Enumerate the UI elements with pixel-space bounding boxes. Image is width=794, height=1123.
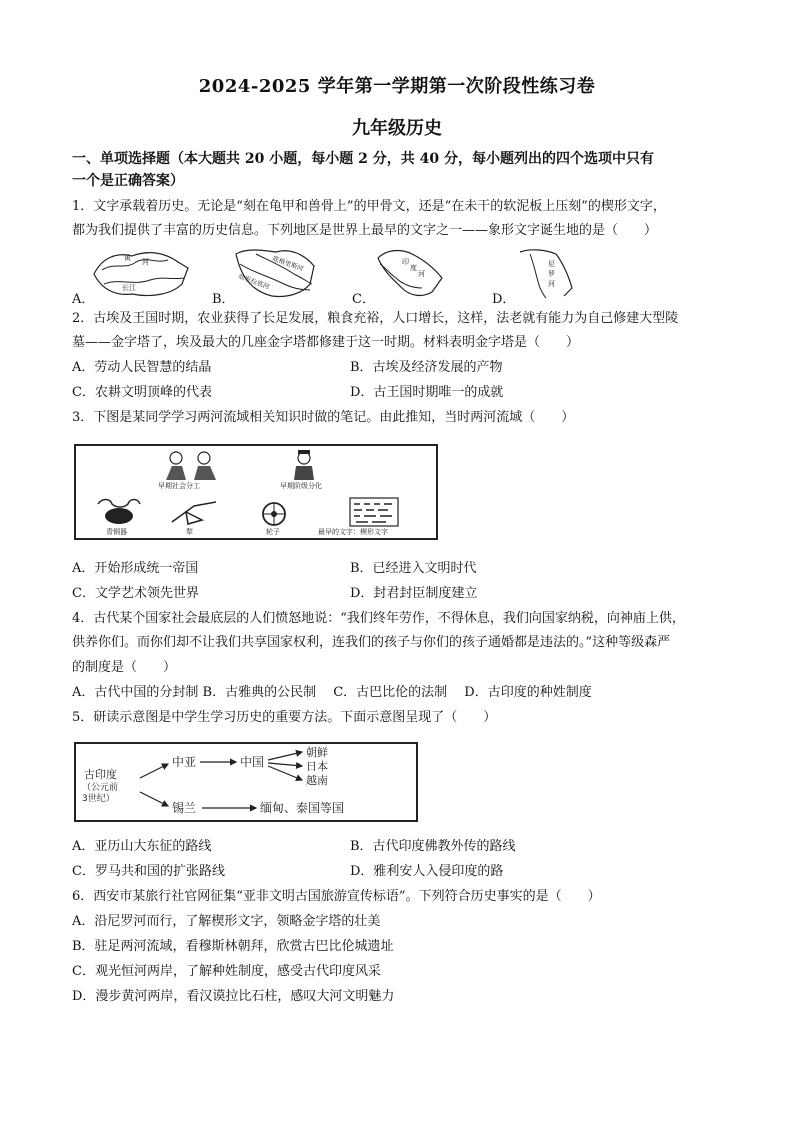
q1-option-d-label: D． xyxy=(492,292,516,307)
q5-node-origin-2: （公元前 xyxy=(82,783,119,793)
q3-fig-label-2: 青铜器 xyxy=(106,528,127,536)
q5-node-origin-1: 古印度 xyxy=(84,768,117,781)
q1-map-b xyxy=(232,244,322,300)
q5-node-central-asia: 中亚 xyxy=(172,755,197,769)
q5-option-d: D．雅利安人入侵印度的路 xyxy=(350,864,504,879)
q1-map-a-label-1: 黄 xyxy=(124,254,131,262)
q3-fig-cuneiform-tablet-icon xyxy=(350,498,398,526)
q4-options: A．古代中国的分封制 B．古雅典的公民制 C．古巴比伦的法制 D．古印度的种姓制度 xyxy=(72,685,592,700)
q1-option-b-label: B． xyxy=(212,292,235,307)
q3-option-b: B．已经进入文明时代 xyxy=(350,561,477,576)
q6-text-line1: 6．西安市某旅行社官网征集“亚非文明古国旅游宣传标语”。下列符合历史事实的是（ ） xyxy=(72,889,601,904)
q1-map-b-label-1: 幼发拉底河 xyxy=(237,272,271,291)
q1-map-c-label-3: 河 xyxy=(418,270,425,278)
q5-options-row2 xyxy=(72,863,732,881)
q2-option-b: B．古埃及经济发展的产物 xyxy=(350,360,503,375)
q3-fig-bronze-bull-icon xyxy=(98,500,140,525)
q6-option-d: D．漫步黄河两岸，看汉谟拉比石柱，感叹大河文明魅力 xyxy=(72,989,395,1004)
section-heading-line1: 一、单项选择题（本大题共 20 小题，每小题 2 分，共 40 分，每小题列出的四个选项中只有 xyxy=(72,151,654,167)
q5-option-a: A．亚历山大东征的路线 xyxy=(72,839,212,854)
q2-options-row1 xyxy=(72,359,732,377)
q1-map-c-label-2: 度 xyxy=(410,264,417,272)
q3-fig-label-5: 最早的文字：楔形文字 xyxy=(318,528,388,536)
q3-fig-label-0: 早期社会分工 xyxy=(158,482,200,490)
q1-map-a-label-2: 河 xyxy=(142,258,149,266)
q5-node-china: 中国 xyxy=(240,755,265,769)
q3-notes-figure xyxy=(74,444,438,540)
q3-fig-label-1: 早期阶级分化 xyxy=(280,482,322,490)
q1-map-d-label-1: 尼 xyxy=(548,260,555,268)
q1-map-a xyxy=(92,244,192,300)
section-heading-line2: 一个是正确答案） xyxy=(72,173,184,189)
exam-subtitle: 九年级历史 xyxy=(352,118,442,139)
q6-option-b: B．驻足两河流域，看穆斯林朝拜，欣赏古巴比伦城遗址 xyxy=(72,939,394,954)
q5-node-japan: 日本 xyxy=(306,760,328,773)
q1-text-line2: 都为我们提供了丰富的历史信息。下列地区是世界上最早的文字之一——象形文字诞生地的是（ ） xyxy=(72,223,658,238)
q1-map-d-label-2: 罗 xyxy=(548,270,555,278)
q5-text-line1: 5．研读示意图是中学生学习历史的重要方法。下面示意图呈现了（ ） xyxy=(72,710,497,725)
q3-text-line1: 3．下图是某同学学习两河流域相关知识时做的笔记。由此推知，当时两河流域（ ） xyxy=(72,410,575,425)
q3-fig-label-3: 犁 xyxy=(186,528,193,536)
q1-map-d xyxy=(512,244,578,300)
q2-option-c: C．农耕文明顶峰的代表 xyxy=(72,385,212,400)
q4-text-line2: 供养你们。而你们却不让我们共享国家权利，连我们的孩子与你们的孩子通婚都是违法的。”这种等级森严 xyxy=(72,635,671,650)
q2-option-d: D．古王国时期唯一的成就 xyxy=(350,385,504,400)
q5-node-korea: 朝鲜 xyxy=(306,746,328,759)
q5-option-b: B．古代印度佛教外传的路线 xyxy=(350,839,516,854)
q5-option-c: C．罗马共和国的扩张路线 xyxy=(72,864,225,879)
q5-options-row1 xyxy=(72,838,732,856)
q2-option-a: A．劳动人民智慧的结晶 xyxy=(72,360,212,375)
q5-diagram xyxy=(74,742,418,822)
q1-text-line1: 1．文字承载着历史。无论是“刻在龟甲和兽骨上”的甲骨文，还是“在未干的软泥板上压刻”的楔形文字， xyxy=(72,199,666,214)
q1-map-b-label-2: 底格里斯河 xyxy=(271,254,305,273)
q2-text-line2: 墓——金字塔了，埃及最大的几座金字塔都修建于这一时期。材料表明金字塔是（ ） xyxy=(72,335,580,350)
q3-fig-plow-icon xyxy=(172,502,216,524)
q5-node-origin-3: 3世纪） xyxy=(82,794,115,804)
q1-map-d-label-3: 河 xyxy=(548,280,555,288)
q3-option-d: D．封君封臣制度建立 xyxy=(350,586,478,601)
q3-fig-wheel-icon xyxy=(263,503,285,525)
q1-option-a-label: A． xyxy=(72,292,95,307)
q4-text-line1: 4．古代某个国家社会最底层的人们愤怒地说：“我们终年劳作，不得休息，我们向国家纳税，向神庙上供， xyxy=(72,611,685,626)
q2-text-line1: 2．古埃及王国时期，农业获得了长足发展，粮食充裕，人口增长，这样，法老就有能力为自己修建大型陵 xyxy=(72,311,679,326)
q1-map-c xyxy=(372,244,452,300)
q3-options-row1 xyxy=(72,560,732,578)
q6-option-a: A．沿尼罗河而行，了解楔形文字，领略金字塔的壮美 xyxy=(72,914,381,929)
q3-fig-king-icon xyxy=(294,450,314,480)
q3-option-a: A．开始形成统一帝国 xyxy=(72,561,199,576)
q1-map-a-label-3: 长江 xyxy=(122,284,136,292)
exam-title: 2024-2025 学年第一学期第一次阶段性练习卷 xyxy=(198,76,596,97)
q2-options-row2 xyxy=(72,384,732,402)
q1-map-c-label-1: 印 xyxy=(402,258,409,266)
q3-option-c: C．文学艺术领先世界 xyxy=(72,586,199,601)
q3-fig-label-4: 轮子 xyxy=(266,528,280,536)
q3-options-row2 xyxy=(72,585,732,603)
q6-option-c: C．观光恒河两岸，了解种姓制度，感受古代印度风采 xyxy=(72,964,381,979)
q5-node-myanmar-thailand: 缅甸、泰国等国 xyxy=(260,801,345,815)
q4-text-line3: 的制度是（ ） xyxy=(72,660,177,675)
q5-node-vietnam: 越南 xyxy=(306,774,328,787)
q5-node-ceylon: 锡兰 xyxy=(172,801,197,815)
q3-fig-people-icon xyxy=(166,452,216,480)
q1-option-c-label: C． xyxy=(352,292,375,307)
